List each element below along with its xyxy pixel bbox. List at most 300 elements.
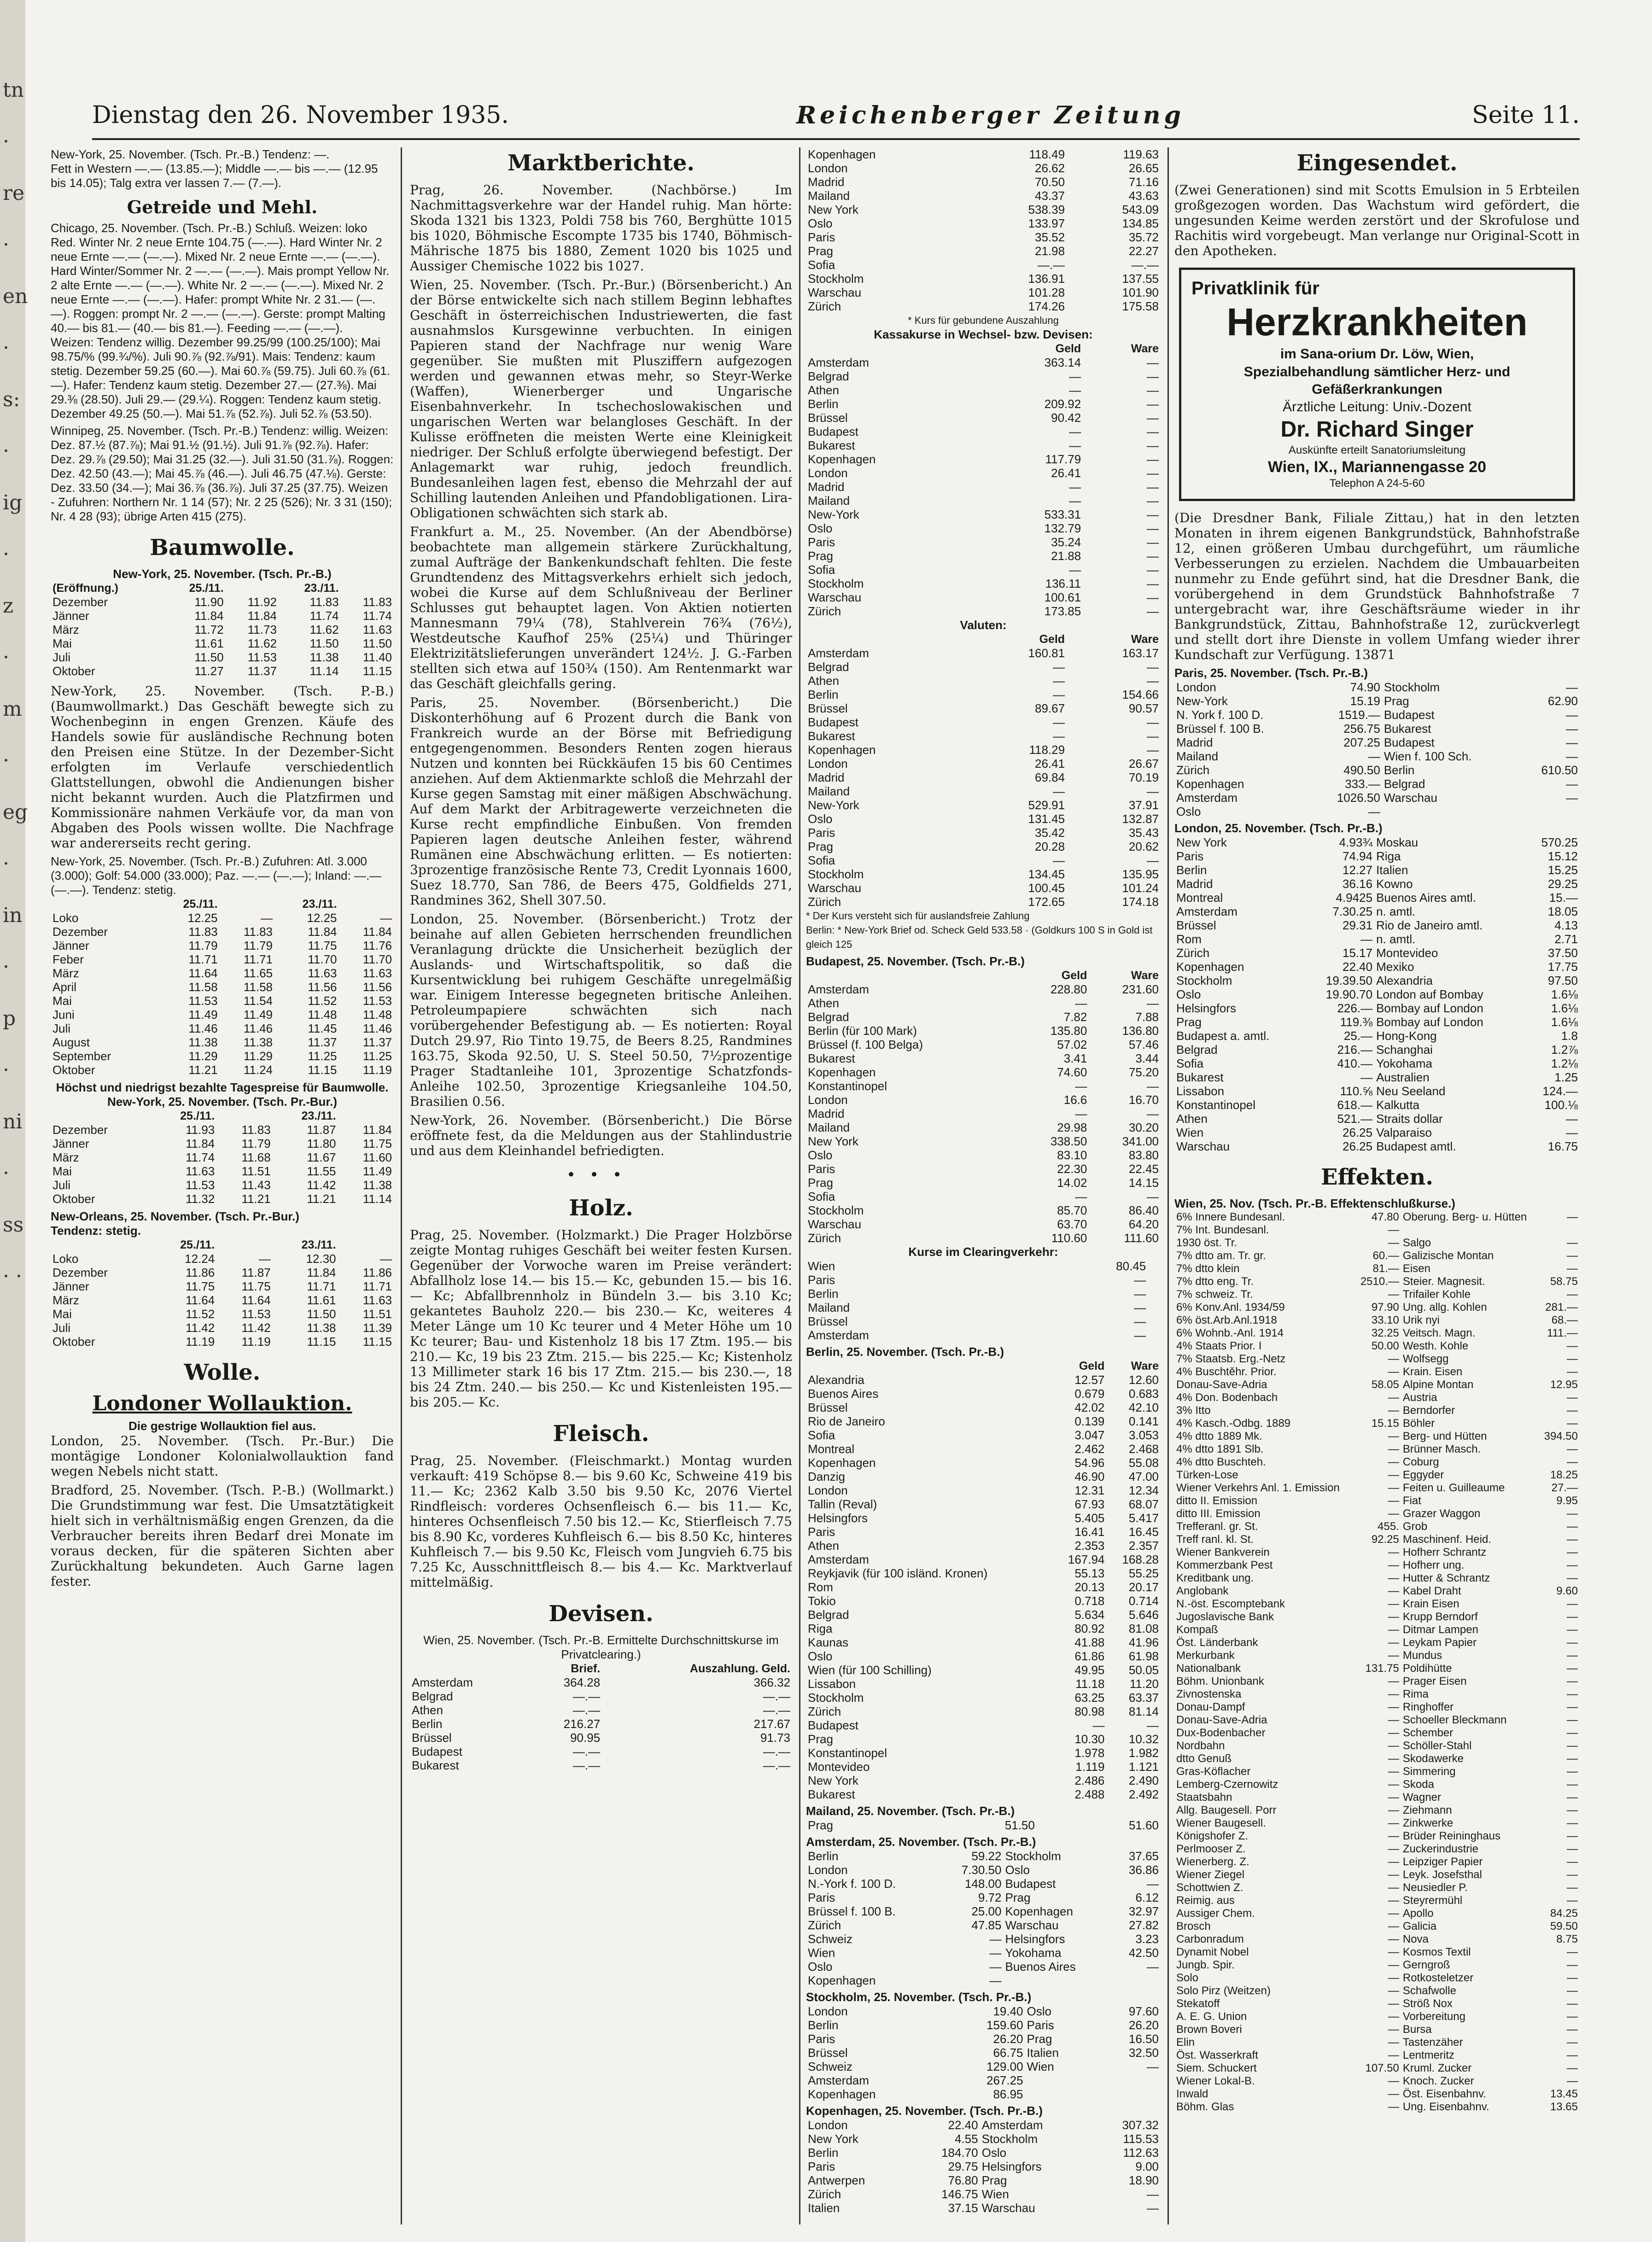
- table-cell: 11.87: [241, 1266, 271, 1279]
- clearing-title: Kurse im Clearingverkehr:: [908, 1245, 1058, 1259]
- table-cell: —: [1069, 383, 1081, 397]
- table-row: [806, 853, 1161, 867]
- table-row: [1174, 1043, 1580, 1057]
- table-cell: Warschau: [981, 2201, 1035, 2215]
- table-cell: —: [1567, 1598, 1578, 1610]
- table-cell: 11.49: [362, 1164, 392, 1178]
- table-cell: 11.73: [247, 623, 277, 636]
- table-cell: —: [380, 1252, 392, 1266]
- table-row: [51, 1150, 394, 1164]
- table-row: [806, 1470, 1161, 1483]
- table-cell: —: [1075, 996, 1087, 1010]
- devisen-table: [410, 1662, 792, 1772]
- table-cell: 7.82: [1063, 1010, 1087, 1024]
- table-cell: 11.53: [362, 994, 392, 1008]
- table-cell: 60.—: [1372, 1249, 1399, 1262]
- table-row: [1174, 1894, 1580, 1907]
- table-cell: 11.50: [307, 1307, 336, 1321]
- table-cell: 83.10: [1057, 1148, 1087, 1162]
- table-cell: 26.20: [993, 2032, 1023, 2046]
- table-cell: 18.25: [1550, 1469, 1578, 1481]
- table-row: [1174, 1985, 1580, 1997]
- table-cell: —.—: [763, 1703, 790, 1717]
- table-row: [1174, 1353, 1580, 1366]
- table-cell: Amsterdam: [808, 982, 869, 996]
- table-cell: 2.71: [1554, 932, 1578, 946]
- table-row: [806, 494, 1161, 508]
- table-row: [1174, 1959, 1580, 1972]
- table-cell: 51.50: [1004, 1818, 1035, 1832]
- table-cell: Siem. Schuckert: [1176, 2062, 1257, 2074]
- table-row: [806, 2046, 1161, 2060]
- table-cell: —.—: [1037, 258, 1065, 272]
- table-cell: Grob: [1402, 1520, 1428, 1533]
- table-cell: Warschau: [808, 590, 862, 604]
- table-cell: Hofherr ung.: [1402, 1559, 1465, 1571]
- table-cell: Bukarest: [1383, 722, 1431, 736]
- table-cell: —.—: [1131, 258, 1159, 272]
- table-cell: —: [1388, 1443, 1399, 1455]
- table-row: [806, 1566, 1161, 1580]
- table-header-cell: [341, 581, 394, 595]
- table-cell: 333.—: [1345, 777, 1380, 791]
- table-row: [806, 743, 1161, 757]
- table-cell: Nordbahn: [1176, 1740, 1225, 1752]
- table-header-cell: [216, 1238, 272, 1252]
- table-row: [806, 1038, 1161, 1051]
- table-row: [1174, 1057, 1580, 1070]
- table-cell: Ung. allg. Kohlen: [1402, 1301, 1487, 1314]
- table-cell: —: [1147, 674, 1159, 688]
- table-cell: —: [1147, 549, 1159, 563]
- table-cell: London: [808, 1483, 848, 1497]
- table-row: [1174, 1249, 1580, 1262]
- table-row: [806, 715, 1161, 729]
- table-cell: Belgrad: [1176, 1043, 1218, 1057]
- table-row: [806, 1973, 1161, 1987]
- table-cell: Mailand: [808, 494, 850, 508]
- table-cell: Stockholm: [981, 2132, 1038, 2146]
- table-cell: —: [1388, 1598, 1399, 1610]
- table-row: [1174, 863, 1580, 877]
- table-cell: 37.91: [1128, 798, 1159, 812]
- table-cell: —: [1567, 1959, 1578, 1971]
- table-cell: 15.—: [1549, 891, 1578, 905]
- table-cell: 14.02: [1057, 1176, 1087, 1190]
- table-header-cell: [806, 632, 973, 646]
- table-cell: —: [1567, 1456, 1578, 1468]
- table-cell: Krupp Berndorf: [1402, 1611, 1478, 1623]
- table-cell: —: [1567, 2075, 1578, 2087]
- table-cell: 12.95: [1550, 1378, 1578, 1391]
- berlin-note: Berlin: * New-York Brief od. Scheck Geld 533.58 · (Goldkurs 100 S in Gold ist gleich 125: [806, 924, 1153, 950]
- table-cell: 11.14: [309, 664, 339, 678]
- table-cell: Bombay auf London: [1376, 1015, 1483, 1029]
- table-cell: —: [1147, 715, 1159, 729]
- table-cell: Carbonradum: [1176, 1933, 1244, 1945]
- table-row: [51, 1321, 394, 1335]
- table-row: [1174, 1404, 1580, 1417]
- table-row: [1174, 1301, 1580, 1314]
- table-cell: 91.73: [760, 1731, 790, 1745]
- chicago-report: Chicago, 25. November. (Tsch. Pr.-B.) Schluß. Weizen: loko Red. Winter Nr. 2 neue Ernte 104.75 (—.—). Hard Winter Nr. 2 neue Ernte —.— (—.—). Mixed Nr. 2 neue Ernte —.— (—.—). Hard Winter/Sommer Nr. 2 —.— (—.—). Mais prompt Yellow Nr. 2 alte Ernte —.— (—.—). White Nr. 2 —.— (—.—). Mixed Nr. 2 neue Ernte —.— (—.—). Hafer: prompt White Nr. 2 31.— (—.—). Roggen: prompt Nr. 2 —.— (—.—). Gerste: prompt Malting 40.— bis 81.— (40.— bis 81.—). Feeding —.— (—.—).: [51, 221, 390, 335]
- table-cell: 100.61: [1044, 590, 1081, 604]
- table-cell: 1.121: [1128, 1760, 1159, 1774]
- table-cell: Öst. Länderbank: [1176, 1636, 1258, 1649]
- table-cell: Donau-Save-Adria: [1176, 1378, 1267, 1391]
- table-cell: 11.15: [308, 1063, 337, 1077]
- table-cell: Wiener Baugesell.: [1176, 1817, 1266, 1829]
- table-row: [1174, 1636, 1580, 1649]
- table-cell: 35.24: [1051, 535, 1081, 549]
- table-cell: 97.90: [1371, 1301, 1399, 1314]
- table-row: [51, 1137, 394, 1150]
- table-cell: 11.18: [1075, 1677, 1105, 1691]
- table-cell: Prag: [808, 1732, 833, 1746]
- table-cell: 135.95: [1122, 867, 1159, 881]
- table-cell: 47.00: [1128, 1470, 1159, 1483]
- table-cell: 81.—: [1372, 1262, 1399, 1275]
- table-cell: 11.62: [309, 623, 339, 636]
- table-cell: Stockholm: [808, 272, 864, 286]
- table-row: [1174, 1430, 1580, 1443]
- table-cell: Paris: [1027, 2018, 1054, 2032]
- table-cell: 131.75: [1365, 1662, 1399, 1675]
- table-row: [51, 939, 394, 952]
- table-cell: Wolfsegg: [1402, 1353, 1449, 1365]
- table-cell: —: [1134, 1273, 1146, 1287]
- table-cell: 11.27: [194, 664, 224, 678]
- ad-line-leitung: Ärztliche Leitung: Univ.-Dozent: [1283, 399, 1471, 415]
- table-cell: Lentmeritz: [1402, 2049, 1454, 2061]
- table-cell: Mundus: [1402, 1649, 1442, 1662]
- table-cell: [1148, 1259, 1161, 1273]
- table-row: [1174, 1649, 1580, 1662]
- table-row: [806, 701, 1161, 715]
- table-cell: 19.90.70: [1325, 987, 1373, 1001]
- londoner-sub: Die gestrige Wollauktion fiel aus.: [128, 1419, 316, 1433]
- table-cell: 26.67: [1128, 757, 1159, 771]
- table-cell: 51.60: [1128, 1818, 1159, 1832]
- table-cell: Berlin: [412, 1717, 443, 1731]
- budapest-table: [806, 969, 1161, 1245]
- table-cell: Prag: [1027, 2032, 1052, 2046]
- table-row: [1174, 2010, 1580, 2023]
- table-cell: 26.25: [1343, 1139, 1373, 1153]
- table-cell: Eggyder: [1402, 1469, 1444, 1481]
- table-cell: Konstantinopel: [808, 1079, 887, 1093]
- table-cell: 4.93¾: [1339, 835, 1373, 849]
- table-cell: 11.25: [362, 1049, 392, 1063]
- wien-boerse: Wien, 25. November. (Tsch. Pr.-Bur.) (Börsenbericht.) An der Börse entwickelte sich nach stillem Beginn lebhaftes Geschäft in österreichischen Industriewerten, die fast ausnahmslos Kursgewinne verbuchten. In einigen Papieren stand der Nachfrage nur wenig Ware gegenüber. Sie mußten mit Plusziffern aufgezogen werden und gewannen etwas mehr, so Steyr-Werke (Waffen), Wienerberger und Ungarische Eisenbahnverkehr. In tschechoslowakischen und ungarischen Werten war belangloses Geschäft. In der Kulisse eröffneten die meisten Werte eine Kleinigkeit niedriger. Der Schluß erfolgte überwiegend befestigt. Der Anlagemarkt war ruhig, jedoch freundlich. Bundesanleihen lagen fest, ebenso die Mehrzahl der auf Schilling lautenden Anleihen und Pfandobligationen. Lira-Obligationen schwächten sich stark ab.: [410, 277, 792, 520]
- table-row: [1174, 946, 1580, 960]
- table-row: [806, 1649, 1161, 1663]
- table-cell: —: [1134, 1314, 1146, 1328]
- table-cell: 11.14: [362, 1192, 392, 1206]
- table-cell: Wien (für 100 Schilling): [808, 1663, 932, 1677]
- table-row: [1174, 1275, 1580, 1288]
- table-cell: Kowno: [1376, 877, 1413, 891]
- table-cell: Warschau: [808, 1217, 862, 1231]
- table-cell: Budapest a. amtl.: [1176, 1029, 1270, 1043]
- table-row: [1174, 1714, 1580, 1727]
- table-cell: 11.79: [188, 939, 218, 952]
- table-cell: —: [1388, 1688, 1399, 1700]
- table-cell: Treff ranl. kl. St.: [1176, 1533, 1254, 1546]
- table-cell: Budapest: [808, 425, 858, 438]
- table-row: [1174, 1740, 1580, 1752]
- table-cell: 36.16: [1343, 877, 1373, 891]
- table-cell: 15.25: [1547, 863, 1578, 877]
- table-row: [1174, 1533, 1580, 1546]
- table-cell: 11.71: [307, 1279, 336, 1293]
- table-cell: 32.97: [1128, 1904, 1159, 1918]
- table-row: [1174, 1701, 1580, 1714]
- table-cell: 80.45: [1116, 1259, 1146, 1273]
- table-cell: 37.15: [948, 2201, 978, 2215]
- baumwolle4-tendenz: Tendenz: stetig.: [51, 1224, 141, 1238]
- table-cell: 11.90: [194, 595, 224, 609]
- heading-marktberichte: Marktberichte.: [507, 150, 695, 176]
- table-row: [806, 1691, 1161, 1705]
- column-3: [806, 147, 1161, 2220]
- table-row: [1174, 1546, 1580, 1559]
- eingesendet-text: (Zwei Generationen) sind mit Scotts Emulsion in 5 Erbteilen großgezogen worden. Das Wachstum wird gefördert, die ungesunden Keime werden zerstört und der Skrofulose und Rachitis wird vorgebeugt. Man verlange nur Original-Scott in den Apotheken.: [1174, 182, 1580, 258]
- top-rates-note: * Kurs für gebundene Auszahlung: [908, 315, 1059, 326]
- table-cell: 168.28: [1122, 1553, 1159, 1566]
- table-cell: Jugoslavische Bank: [1176, 1611, 1274, 1623]
- table-cell: Zürich: [808, 1705, 841, 1718]
- table-cell: Kopenhagen: [1005, 1904, 1073, 1918]
- table-cell: 11.50: [194, 650, 224, 664]
- table-cell: Prag: [1005, 1891, 1031, 1904]
- table-cell: 11.38: [362, 1178, 392, 1192]
- table-cell: —: [989, 1960, 1002, 1973]
- table-cell: Oktober: [53, 1063, 95, 1077]
- table-cell: 11.64: [188, 966, 218, 980]
- table-cell: —: [1388, 1868, 1399, 1881]
- stockholm-title: Stockholm, 25. November. (Tsch. Pr.-B.): [806, 1990, 1032, 2004]
- table-row: [1174, 891, 1580, 905]
- table-row: [1174, 749, 1580, 763]
- table-cell: Tokio: [808, 1594, 836, 1608]
- table-cell: 18.05: [1547, 905, 1578, 918]
- table-row: [806, 411, 1161, 425]
- table-row: [51, 1008, 394, 1022]
- table-cell: —: [1567, 1714, 1578, 1726]
- table-row: [410, 1703, 792, 1717]
- table-row: [806, 1732, 1161, 1746]
- table-cell: 26.20: [1128, 2018, 1159, 2032]
- ad-line-doctor: Dr. Richard Singer: [1280, 417, 1474, 442]
- table-row: [1174, 722, 1580, 736]
- table-cell: 11.70: [308, 952, 337, 966]
- table-row: [1174, 1112, 1580, 1126]
- table-cell: —: [1388, 1237, 1399, 1249]
- paris-boerse: Paris, 25. November. (Börsenbericht.) Die Diskonterhöhung auf 6 Prozent durch die Bank von Frankreich wurde an der Börse mit Befriedigung entgegengenommen. Besonders Renten zogen hieraus Nutzen und konnten bei Rückkäufen 15 bis 60 Centimes anziehen. Auf dem Aktienmarkte schloß die Mehrzahl der Kurse gegen Samstag mit einer mäßigen Abschwächung. Auf dem Markt der Arbitragewerte verzeichneten die Kurse recht empfindliche Einbußen. Von fremden Papieren lagen deutsche Anleihen fester, während Rumänen eine Abschwächung erlitten. — Es notierten: 3prozentige französische Rente 73, Credit Lyonnais 1600, Suez 18.770, San 786, de Beers 475, Goldfields 271, Randmines 362, Shell 307.50.: [410, 695, 792, 908]
- table-cell: Brüssel: [808, 1401, 848, 1414]
- table-row: [806, 757, 1161, 771]
- table-cell: Helsingfors: [1176, 1001, 1237, 1015]
- table-row: [1174, 1262, 1580, 1275]
- table-cell: Sofia: [1176, 1057, 1204, 1070]
- table-row: [806, 674, 1161, 688]
- table-cell: 50.05: [1128, 1663, 1159, 1677]
- table-row: [1174, 1417, 1580, 1430]
- table-row: [1174, 1443, 1580, 1456]
- table-cell: Leykam Papier: [1402, 1636, 1477, 1649]
- table-cell: 11.79: [243, 939, 273, 952]
- table-cell: Schafwolle: [1402, 1985, 1456, 1997]
- table-header-cell: [51, 1238, 151, 1252]
- table-cell: —: [1388, 1894, 1399, 1907]
- table-cell: Steier. Magnesit.: [1402, 1275, 1485, 1288]
- table-cell: 16.41: [1074, 1525, 1105, 1539]
- table-cell: London: [808, 1863, 848, 1877]
- table-cell: 11.39: [362, 1321, 392, 1335]
- table-row: [1174, 1456, 1580, 1469]
- table-cell: Berg- und Hütten: [1402, 1430, 1487, 1442]
- table-cell: 16.70: [1128, 1093, 1159, 1107]
- table-cell: Kopenhagen: [808, 1065, 876, 1079]
- table-cell: 11.48: [308, 1008, 337, 1022]
- table-cell: —: [1147, 563, 1159, 577]
- table-cell: —: [1567, 1288, 1578, 1301]
- table-row: [806, 1760, 1161, 1774]
- table-cell: Athen: [412, 1703, 443, 1717]
- table-row: [1174, 1084, 1580, 1098]
- table-row: [410, 1717, 792, 1731]
- table-cell: 74.90: [1350, 680, 1380, 694]
- table-cell: 5.646: [1128, 1608, 1159, 1622]
- ad-line-address: Wien, IX., Mariannengasse 20: [1268, 458, 1486, 476]
- table-cell: 11.46: [362, 1022, 392, 1035]
- kassakurse-table: [806, 342, 1161, 618]
- table-cell: —: [1147, 397, 1159, 411]
- table-cell: —: [1368, 805, 1380, 818]
- table-row: [806, 147, 1161, 161]
- table-row: [806, 2187, 1161, 2201]
- table-cell: 11.72: [194, 623, 224, 636]
- table-header-cell: [51, 1109, 151, 1123]
- table-cell: —: [1388, 1817, 1399, 1829]
- table-cell: —: [1567, 1778, 1578, 1791]
- table-cell: —: [1567, 1804, 1578, 1816]
- heading-wolle: Wolle.: [184, 1360, 261, 1385]
- table-cell: 61.98: [1128, 1649, 1159, 1663]
- table-header-row: [51, 1238, 394, 1252]
- table-cell: Hutter & Schrantz: [1402, 1572, 1490, 1584]
- table-cell: 13.65: [1550, 2101, 1578, 2113]
- table-cell: 4% Buschtěhr. Prior.: [1176, 1366, 1277, 1378]
- table-row: [1174, 1288, 1580, 1301]
- table-cell: 25.00: [971, 1904, 1002, 1918]
- table-cell: Stockholm: [808, 867, 864, 881]
- table-cell: 16.50: [1128, 2032, 1159, 2046]
- table-row: [51, 980, 394, 994]
- table-cell: Böhm. Glas: [1176, 2101, 1234, 2113]
- table-cell: [1025, 2073, 1095, 2087]
- table-cell: Oslo: [981, 2146, 1007, 2160]
- table-cell: 26.41: [1035, 757, 1065, 771]
- table-row: [806, 798, 1161, 812]
- table-row: [1174, 1015, 1580, 1029]
- table-row: [1174, 763, 1580, 777]
- table-cell: —: [1567, 1211, 1578, 1223]
- table-cell: 136.80: [1122, 1024, 1159, 1038]
- dresdner-bank-notice: (Die Dresdner Bank, Filiale Zittau,) hat in den letzten Monaten in ihrem eigenen Bankgrundstück, Bahnhofstraße 12, einen größeren Umbau durchgeführt, um räumliche Verbesserungen zu erzielen. Nachdem die Umbauarbeiten nunmehr zu Ende geführt sind, hat die Dresdner Bank, die vorübergehend in dem Grundstück Bahnhofstraße 7 untergebracht war, ihre Geschäftsräume wieder in ihr Bankgrundstück, Zittau, Bahnhofstraße 12, zurückverlegt und stellt dort ihre Dienste in vollem Umfang wieder ihrer Kundschaft zur Verfügung. 13871: [1174, 510, 1580, 662]
- table-cell: 1.6⅛: [1551, 1001, 1578, 1015]
- berlin-table: [806, 1359, 1161, 1801]
- table-row: [1174, 1868, 1580, 1881]
- table-cell: 410.—: [1337, 1057, 1373, 1070]
- table-row: [806, 1010, 1161, 1024]
- table-cell: 58.05: [1371, 1378, 1399, 1391]
- table-cell: Mai: [53, 1307, 72, 1321]
- table-cell: Oberung. Berg- u. Hütten: [1402, 1211, 1527, 1223]
- table-cell: Reimig. aus: [1176, 1894, 1235, 1907]
- table-cell: Antwerpen: [808, 2173, 865, 2187]
- table-cell: 11.56: [362, 980, 392, 994]
- table-cell: —: [1567, 1559, 1578, 1571]
- table-cell: Rotkosteletzer: [1402, 1972, 1474, 1984]
- table-cell: Paris: [808, 1891, 835, 1904]
- table-cell: 15.19: [1350, 694, 1380, 708]
- table-cell: Veitsch. Magn.: [1402, 1327, 1476, 1339]
- table-row: [806, 189, 1161, 203]
- table-cell: Brüssel: [1176, 918, 1216, 932]
- table-cell: n. amtl.: [1376, 932, 1416, 946]
- table-cell: —: [1388, 2023, 1399, 2036]
- table-cell: 7% schweiz. Tr.: [1176, 1288, 1253, 1301]
- table-row: [1174, 1314, 1580, 1327]
- table-cell: 226.—: [1337, 1001, 1373, 1015]
- table-cell: Kopenhagen: [808, 1456, 876, 1470]
- table-row: [806, 1608, 1161, 1622]
- table-cell: Juli: [53, 650, 71, 664]
- table-cell: Wiener Lokal-B.: [1176, 2075, 1255, 2087]
- table-cell: 63.25: [1074, 1691, 1105, 1705]
- table-cell: Brünner Masch.: [1402, 1443, 1481, 1455]
- table-cell: Königshofer Z.: [1176, 1830, 1249, 1842]
- table-row: [806, 1904, 1161, 1918]
- table-cell: Fiat: [1402, 1495, 1421, 1507]
- table-row: [1174, 1997, 1580, 2010]
- table-cell: 11.63: [362, 966, 392, 980]
- table-cell: 59.50: [1550, 1920, 1578, 1933]
- table-cell: 22.45: [1128, 1162, 1159, 1176]
- table-cell: 216.—: [1337, 1043, 1373, 1057]
- table-row: [410, 1731, 792, 1745]
- table-cell: n. amtl.: [1376, 905, 1416, 918]
- table-cell: 11.58: [243, 980, 273, 994]
- table-cell: Ung. Eisenbahnv.: [1402, 2101, 1489, 2113]
- table-row: [806, 1877, 1161, 1891]
- table-cell: Ringhoffer: [1402, 1701, 1454, 1713]
- table-cell: [1148, 1301, 1161, 1314]
- ad-line-spezialbehandlung: Spezialbehandlung sämtlicher Herz- und Gefäßerkrankungen: [1243, 364, 1511, 397]
- table-cell: Konstantinopel: [1176, 1098, 1256, 1112]
- table-row: [410, 1745, 792, 1758]
- table-cell: —: [1567, 2062, 1578, 2074]
- table-cell: —: [1053, 660, 1065, 674]
- table-row: [806, 982, 1161, 996]
- ad-line-privatklinik: Privatklinik für: [1191, 278, 1319, 298]
- table-cell: Bukarest: [808, 1787, 855, 1801]
- table-cell: 11.70: [362, 952, 392, 966]
- table-cell: Brosch: [1176, 1920, 1211, 1933]
- table-cell: 135.80: [1050, 1024, 1087, 1038]
